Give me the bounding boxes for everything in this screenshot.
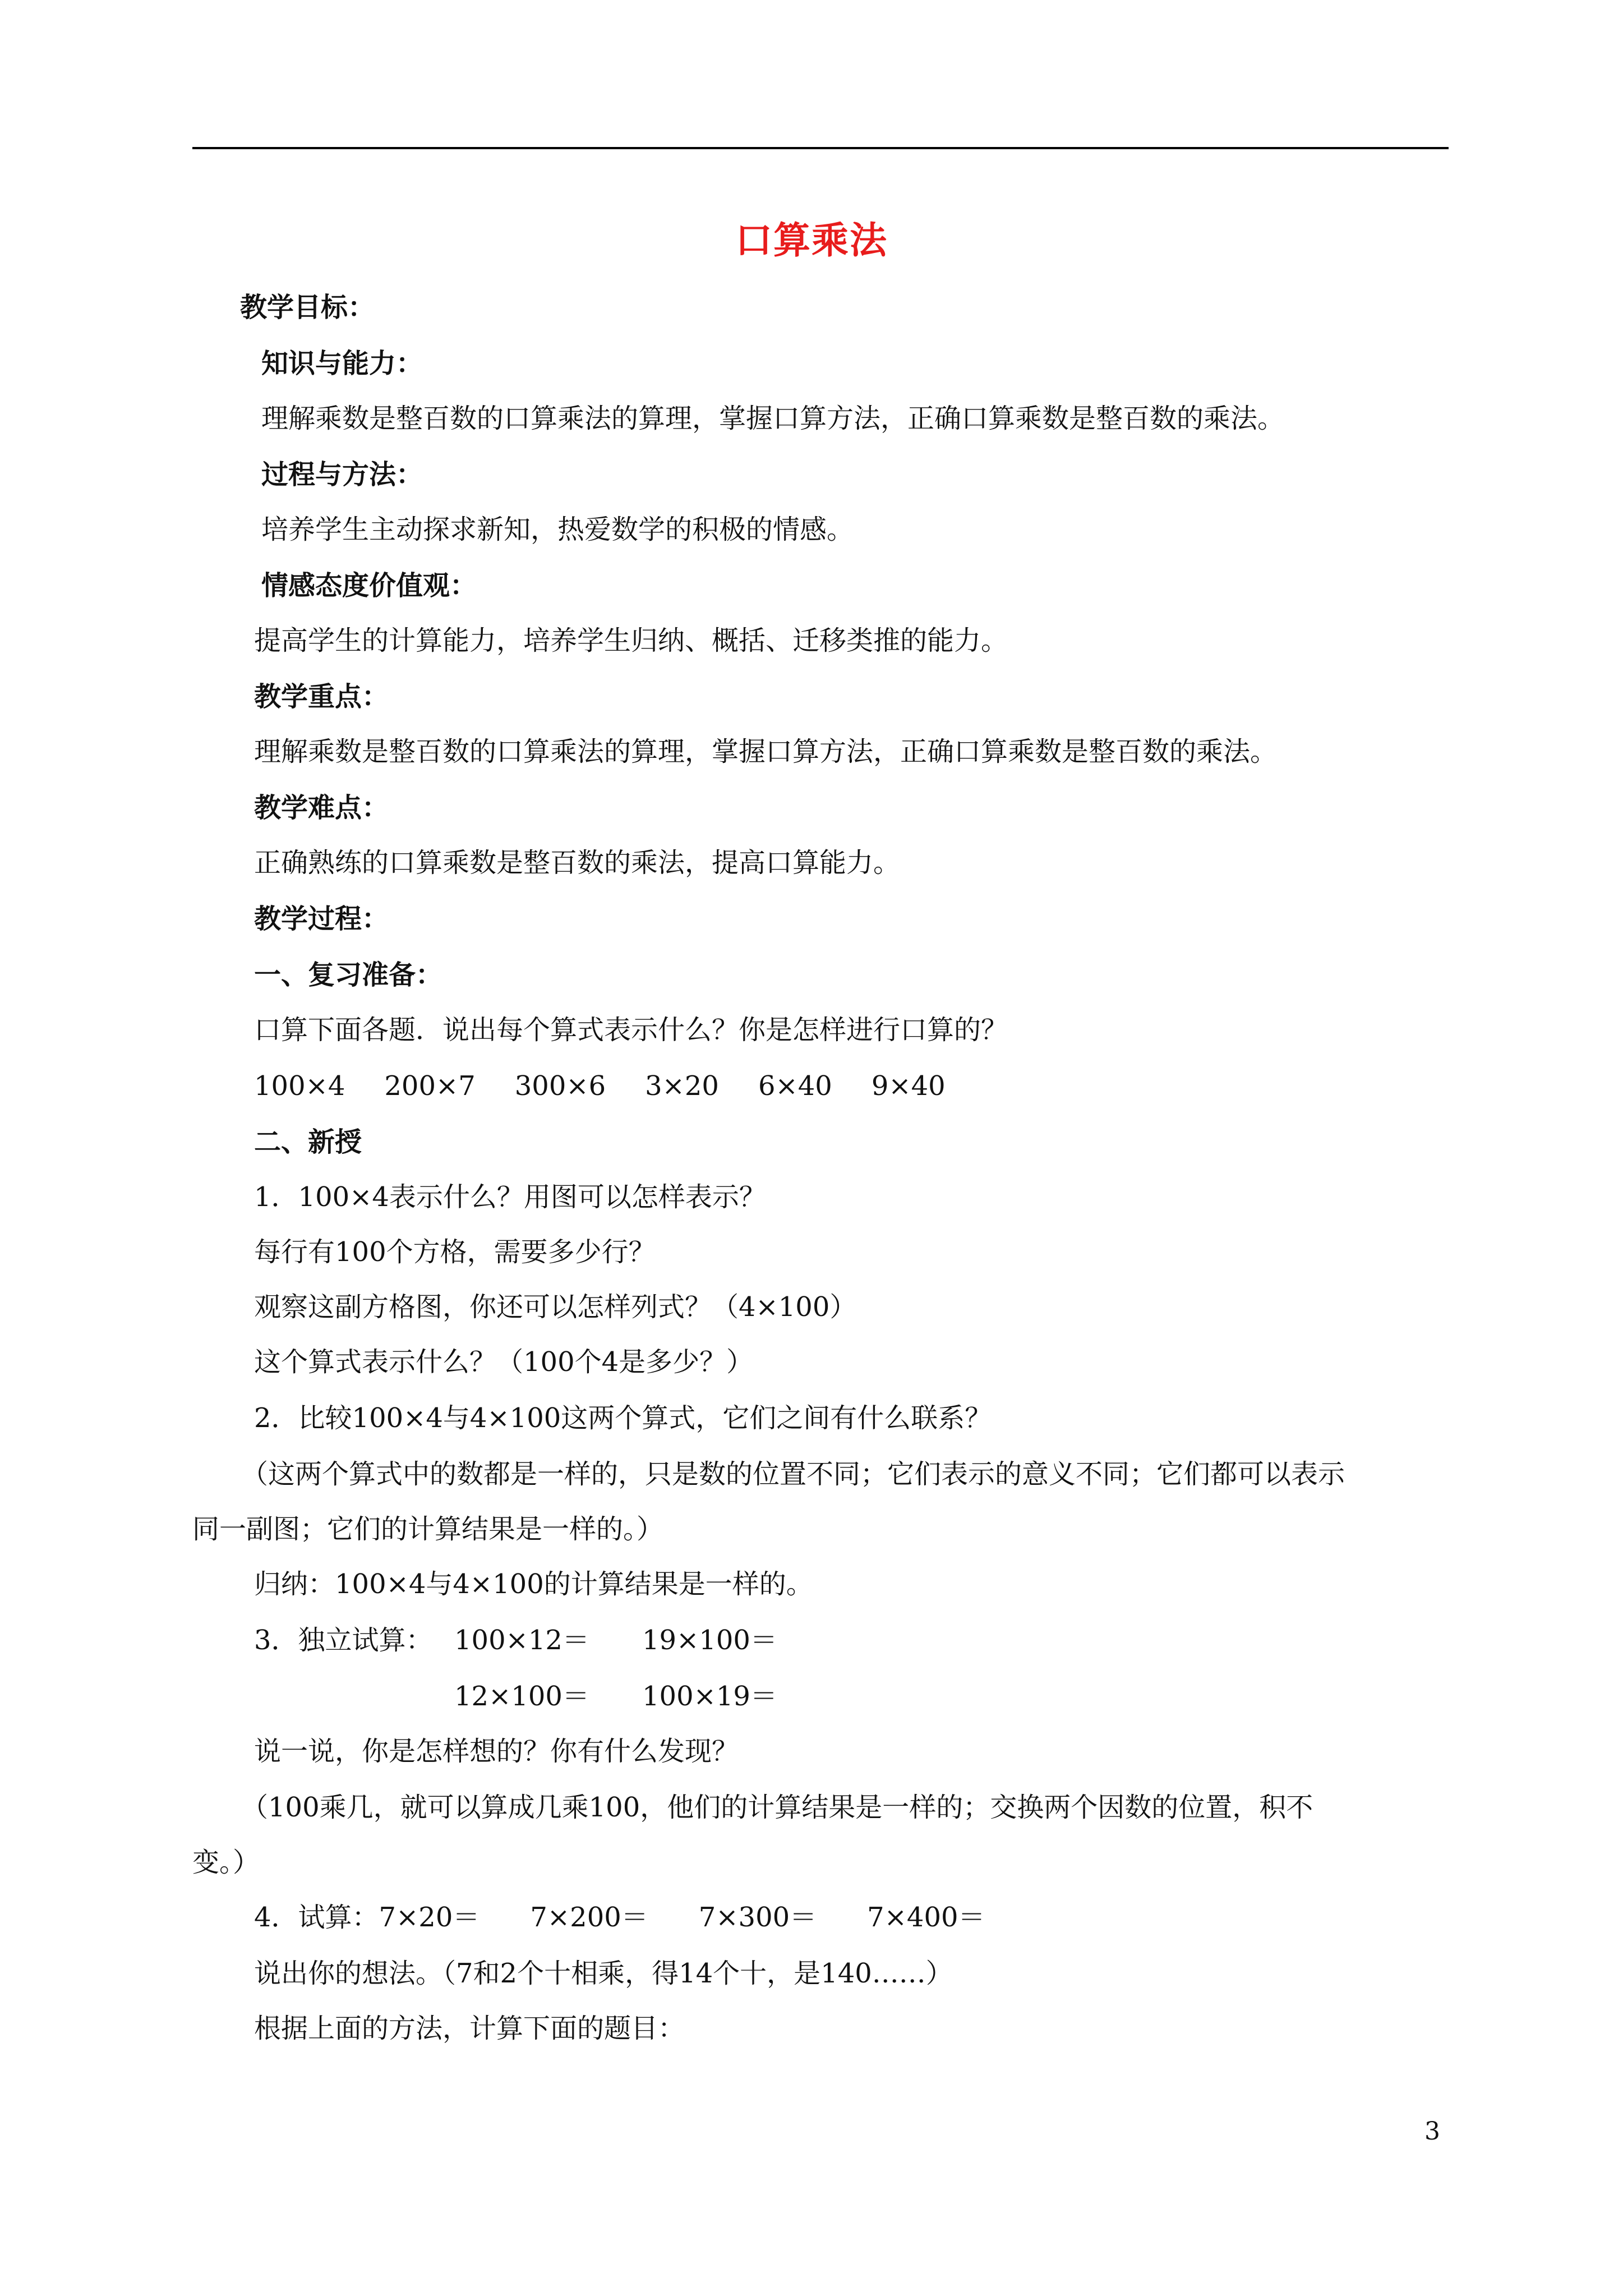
section-3-answer-line-1: （100乘几，就可以算成几乘100，他们的计算结果是一样的；交换两个因数的位置，积不 <box>241 1792 1313 1823</box>
section-4-problem: 7×400＝ <box>867 1902 985 1933</box>
review-text: 口算下面各题．说出每个算式表示什么？你是怎样进行口算的？ <box>254 1014 1008 1046</box>
section-3-problem: 100×12＝ <box>454 1625 589 1656</box>
review-problem: 6×40 <box>758 1070 832 1102</box>
section-4-explanation: 说出你的想法。（7和2个十相乘，得14个十，是140……） <box>254 1958 953 1989</box>
section-4-problem: 7×20＝ <box>379 1902 480 1933</box>
key-text: 理解乘数是整百数的口算乘法的算理，掌握口算方法，正确口算乘数是整百数的乘法。 <box>254 736 1278 767</box>
objectives-heading: 教学目标： <box>240 292 375 323</box>
section-3-problem: 19×100＝ <box>642 1625 777 1656</box>
header-rule <box>192 147 1449 149</box>
review-problem: 300×6 <box>514 1070 606 1102</box>
new-heading: 二、新授 <box>254 1126 362 1158</box>
section-2-prompt: 2．比较100×4与4×100这两个算式，它们之间有什么联系？ <box>254 1402 992 1434</box>
section-4-problem: 7×200＝ <box>530 1902 648 1933</box>
difficulty-heading: 教学难点： <box>254 792 389 823</box>
section-3-problem: 12×100＝ <box>454 1681 589 1712</box>
review-problem: 200×7 <box>384 1070 476 1102</box>
review-problem: 3×20 <box>645 1070 719 1102</box>
section-3-question: 说一说，你是怎样想的？你有什么发现？ <box>254 1736 739 1767</box>
knowledge-heading: 知识与能力： <box>261 348 423 379</box>
process-text: 培养学生主动探求新知，热爱数学的积极的情感。 <box>261 514 854 545</box>
emotion-text: 提高学生的计算能力，培养学生归纳、概括、迁移类推的能力。 <box>254 625 1008 656</box>
section-1-question-1: 每行有100个方格，需要多少行？ <box>254 1236 656 1268</box>
section-4-problem: 7×300＝ <box>698 1902 817 1933</box>
emotion-heading: 情感态度价值观： <box>261 570 477 601</box>
page-title: 口算乘法 <box>735 218 888 262</box>
section-1-question-3: 这个算式表示什么？（100个4是多少？） <box>254 1346 754 1378</box>
review-heading: 一、复习准备： <box>254 959 443 991</box>
section-4-next: 根据上面的方法，计算下面的题目： <box>254 2013 685 2044</box>
page-number: 3 <box>1424 2117 1440 2146</box>
review-problems <box>254 1068 946 1104</box>
section-1-prompt: 1．100×4表示什么？用图可以怎样表示？ <box>254 1181 766 1213</box>
process-heading: 过程与方法： <box>261 459 423 490</box>
section-4-problems <box>254 1899 985 1935</box>
key-heading: 教学重点： <box>254 681 389 712</box>
section-2-answer-line-2: 同一副图；它们的计算结果是一样的。） <box>192 1513 664 1545</box>
section-2-answer-line-1: （这两个算式中的数都是一样的，只是数的位置不同；它们表示的意义不同；它们都可以表示 <box>241 1458 1345 1490</box>
section-3-problem: 100×19＝ <box>642 1681 777 1712</box>
section-3-label: 3．独立试算： <box>254 1625 433 1656</box>
review-problem: 100×4 <box>254 1070 345 1102</box>
difficulty-text: 正确熟练的口算乘数是整百数的乘法，提高口算能力。 <box>254 847 901 878</box>
section-4-label: 4．试算： <box>254 1902 379 1933</box>
section-1-question-2: 观察这副方格图，你还可以怎样列式？（4×100） <box>254 1291 857 1323</box>
section-2-summary: 归纳：100×4与4×100的计算结果是一样的。 <box>254 1568 813 1600</box>
procedure-heading: 教学过程： <box>254 903 389 935</box>
review-problem: 9×40 <box>871 1070 946 1102</box>
section-3-answer-line-2: 变。） <box>192 1847 260 1878</box>
knowledge-text: 理解乘数是整百数的口算乘法的算理，掌握口算方法，正确口算乘数是整百数的乘法。 <box>261 403 1285 434</box>
